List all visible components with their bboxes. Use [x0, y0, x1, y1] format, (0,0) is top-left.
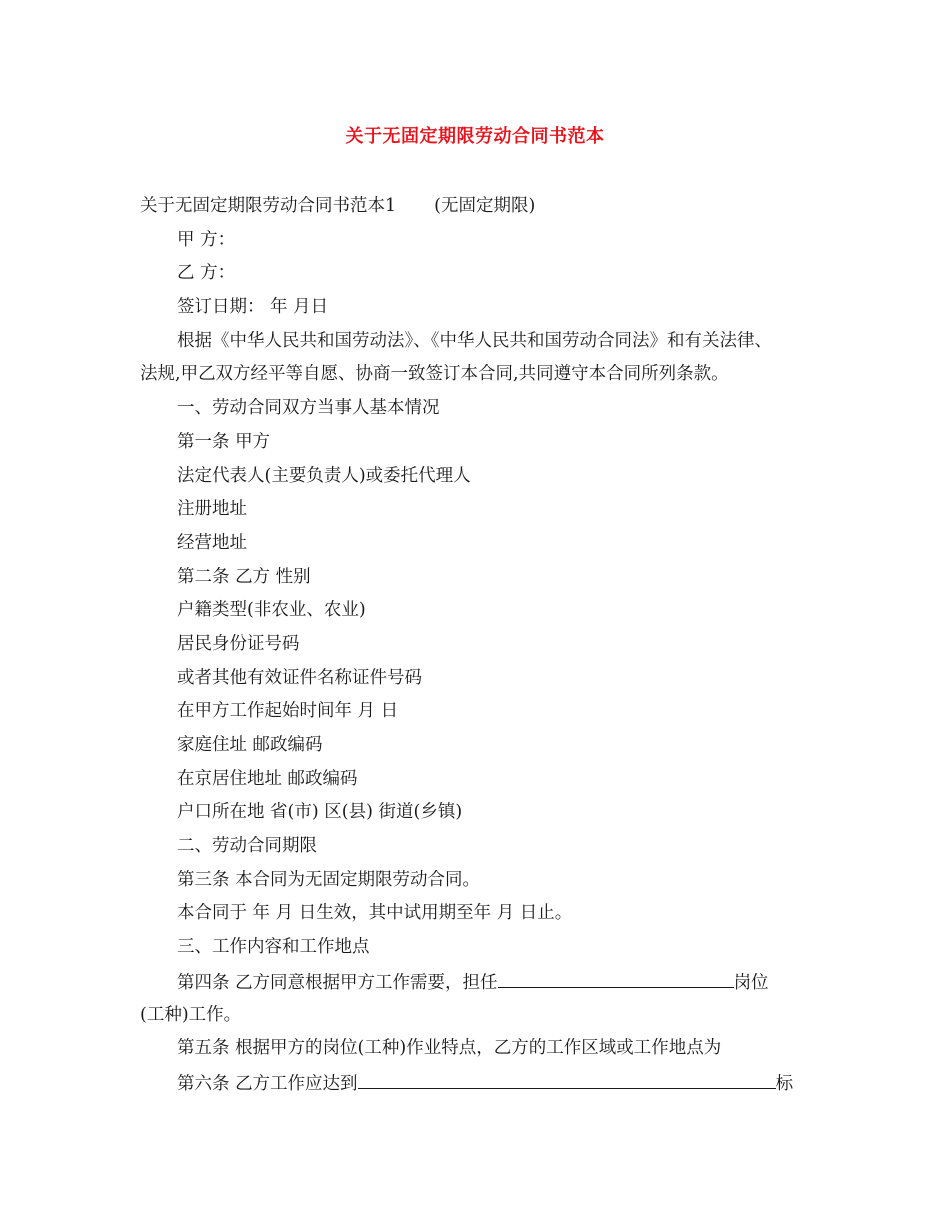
- party-a-line: 甲 方：: [177, 229, 236, 250]
- start-date-line: 在甲方工作起始时间年 月 日: [177, 701, 399, 722]
- subtitle-paren: (无固定期限): [434, 196, 536, 216]
- registered-address-line: 注册地址: [177, 499, 247, 520]
- preamble-line-1: 根据《中华人民共和国劳动法》、《中华人民共和国劳动合同法》和有关法律、: [177, 330, 772, 351]
- document-title: 关于无固定期限劳动合同书范本: [345, 126, 605, 147]
- other-id-line: 或者其他有效证件名称证件号码: [177, 667, 422, 688]
- household-type-line: 户籍类型(非农业、农业): [177, 600, 366, 621]
- article-6: [140, 1068, 820, 1102]
- document-body: [140, 192, 820, 1102]
- section-heading-2: 二、劳动合同期限: [177, 836, 317, 857]
- article-5: 第五条 根据甲方的岗位(工种)作业特点，乙方的工作区域或工作地点为: [177, 1038, 722, 1059]
- id-number-line: 居民身份证号码: [177, 633, 300, 654]
- article-6-end: 标: [775, 1073, 794, 1094]
- business-address-line: 经营地址: [177, 532, 247, 553]
- legal-representative-line: 法定代表人(主要负责人)或委托代理人: [177, 465, 471, 486]
- article-6-text: 第六条 乙方工作应达到: [177, 1073, 358, 1094]
- preamble-line-2: 法规,甲乙双方经平等自愿、协商一致签订本合同,共同遵守本合同所列条款。: [140, 364, 729, 385]
- subtitle-line: [140, 192, 820, 226]
- section-heading-3: 三、工作内容和工作地点: [177, 937, 370, 958]
- effective-date-line: 本合同于 年 月 日生效，其中试用期至年 月 日止。: [177, 903, 573, 924]
- beijing-address-line: 在京居住地址 邮政编码: [177, 768, 358, 789]
- article-4: [140, 967, 820, 1001]
- standard-blank-line: [358, 1068, 776, 1089]
- article-2: 第二条 乙方 性别: [177, 566, 311, 587]
- hukou-line: 户口所在地 省(市) 区(县) 街道(乡镇): [177, 802, 463, 823]
- article-4-text: 第四条 乙方同意根据甲方工作需要，担任: [177, 972, 498, 993]
- party-b-line: 乙 方：: [177, 263, 236, 284]
- article-4-end: 岗位: [733, 972, 769, 993]
- article-1: 第一条 甲方: [177, 431, 271, 452]
- section-heading-1: 一、劳动合同双方当事人基本情况: [177, 398, 440, 419]
- post-blank-line: [498, 967, 734, 988]
- article-3: 第三条 本合同为无固定期限劳动合同。: [177, 869, 481, 890]
- article-4-continued: (工种)工作。: [140, 1004, 242, 1025]
- signing-date-line: 签订日期： 年 月日: [177, 297, 329, 318]
- subtitle-main: 关于无固定期限劳动合同书范本1: [140, 196, 397, 216]
- home-address-line: 家庭住址 邮政编码: [177, 735, 323, 755]
